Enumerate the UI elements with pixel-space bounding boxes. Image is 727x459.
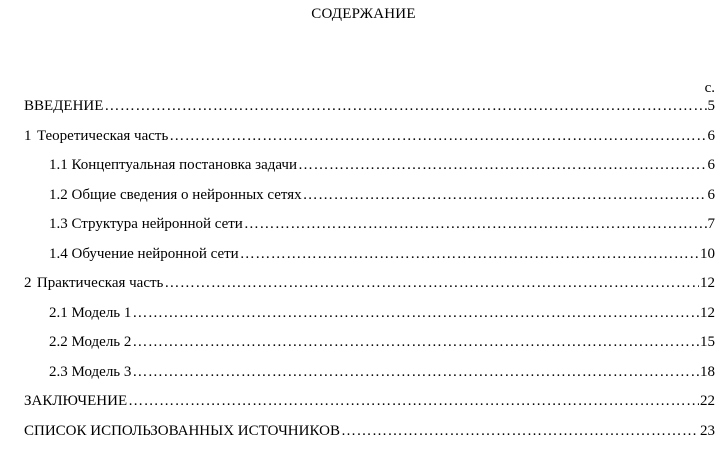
toc-entry-page: 6	[707, 157, 715, 173]
toc-subentry[interactable]	[24, 216, 715, 246]
toc-dot-leader	[244, 216, 707, 233]
toc-entry-label: 1.4 Обучение нейронной сети	[49, 245, 239, 262]
page-column-label: с.	[704, 80, 715, 96]
toc-entry-page: 12	[700, 275, 715, 291]
toc-dot-leader	[132, 305, 699, 322]
toc-dot-leader	[164, 275, 699, 292]
toc-entry-label: 2.2 Модель 2	[49, 334, 132, 350]
toc-entry[interactable]	[24, 128, 715, 158]
toc-dot-leader	[303, 187, 707, 204]
toc-entry-label: 1.2 Общие сведения о нейронных сетях	[49, 186, 302, 203]
toc-entry-page: 22	[700, 393, 715, 409]
toc-dot-leader	[240, 246, 699, 263]
toc-dot-leader	[104, 98, 706, 115]
toc-subentry[interactable]	[24, 334, 715, 364]
toc-entry-label: 2.1 Модель 1	[49, 304, 132, 321]
toc-subentry[interactable]	[24, 364, 715, 394]
toc-entry-number: 1	[24, 127, 32, 144]
toc-entry-label: 2.3 Модель 3	[49, 363, 132, 380]
toc-entry-label: ЗАКЛЮЧЕНИЕ	[24, 393, 128, 409]
toc-subentry[interactable]	[24, 246, 715, 276]
toc-dot-leader	[132, 334, 699, 351]
toc-entry-page: 7	[707, 216, 715, 232]
toc-entry-page: 5	[707, 98, 715, 114]
toc-entry[interactable]	[24, 98, 715, 128]
toc-subentry[interactable]	[24, 157, 715, 187]
toc-entry-label: Практическая часть	[36, 275, 164, 291]
toc-entry-page: 6	[707, 127, 715, 144]
toc-dot-leader	[169, 128, 706, 145]
page-title: СОДЕРЖАНИЕ	[311, 6, 416, 22]
toc-entry[interactable]	[24, 275, 715, 305]
toc-entry-label: СПИСОК ИСПОЛЬЗОВАННЫХ ИСТОЧНИКОВ	[24, 422, 340, 439]
toc-entry-page: 23	[700, 422, 715, 439]
toc-dot-leader	[128, 393, 699, 410]
toc-dot-leader	[341, 423, 699, 440]
toc-entry[interactable]	[24, 393, 715, 423]
toc-entry-number: 2	[24, 275, 32, 291]
table-of-contents	[24, 98, 715, 452]
toc-subentry[interactable]	[24, 187, 715, 217]
toc-entry-page: 15	[700, 334, 715, 350]
toc-entry-label: 1.3 Структура нейронной сети	[49, 216, 243, 232]
toc-entry-label: Теоретическая часть	[36, 127, 169, 144]
toc-entry-label: 1.1 Концептуальная постановка задачи	[49, 157, 297, 173]
toc-entry[interactable]	[24, 423, 715, 453]
toc-dot-leader	[132, 364, 699, 381]
toc-entry-page: 10	[700, 245, 715, 262]
toc-subentry[interactable]	[24, 305, 715, 335]
toc-entry-page: 12	[700, 304, 715, 321]
toc-entry-label: ВВЕДЕНИЕ	[24, 98, 104, 114]
toc-dot-leader	[298, 157, 707, 174]
toc-entry-page: 18	[700, 363, 715, 380]
toc-entry-page: 6	[707, 186, 715, 203]
